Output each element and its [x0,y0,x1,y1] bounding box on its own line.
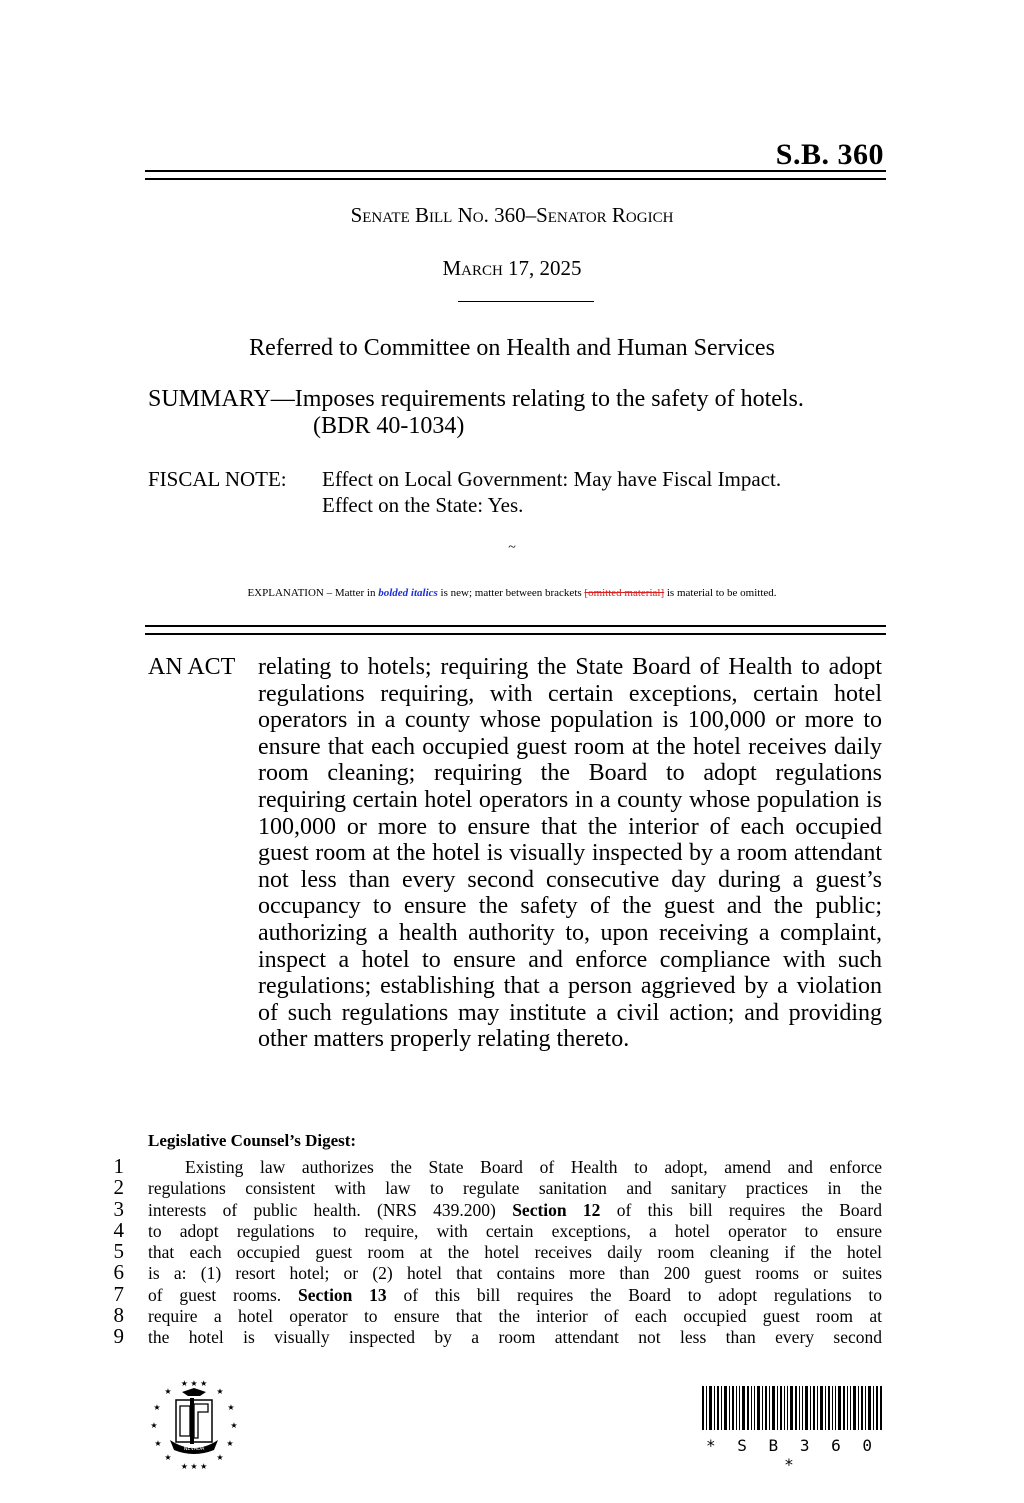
digest-line: Existing law authorizes the State Board of Health to adopt, amend and enforce [185,1157,882,1177]
svg-text:★ ★ ★: ★ ★ ★ [180,1462,208,1470]
line-number: 8 [113,1303,124,1328]
explanation-text: is new; matter between brackets [437,587,585,599]
date-rule [458,301,594,302]
svg-text:★: ★ [153,1403,161,1412]
explanation-omit-sample: [omitted material] [584,587,665,599]
act-title [148,654,882,1053]
line-numbers [106,1156,124,1348]
explanation-text: is material to be omitted. [664,587,777,599]
digest-text: of this bill requires the Board to adopt regulations to [386,1284,882,1305]
bill-title-prefix: Senate Bill No. 360 [350,203,526,227]
digest-line: require a hotel operator to ensure that the interior of each occupied guest room at [148,1306,882,1327]
header-rule [145,170,886,180]
explanation-rule [145,625,886,635]
digest-title: Legislative Counsel’s Digest: [148,1131,357,1150]
tilde-separator: ~ [508,540,516,555]
bill-title-separator: – [525,203,537,227]
digest-section-ref: Section 12 [512,1199,601,1220]
line-number: 5 [113,1239,124,1264]
digest-line: regulations consistent with law to regulate sanitation and sanitary practices in the [148,1178,882,1199]
fiscal-note-state: Effect on the State: Yes. [322,493,524,517]
svg-text:★: ★ [226,1439,234,1448]
barcode-icon [702,1386,882,1430]
line-number: 9 [113,1324,124,1349]
digest-text: interests of public health. (NRS 439.200) [148,1199,513,1220]
digest-line: is a: (1) resort hotel; or (2) hotel that contains more than 200 guest rooms or suites [148,1263,882,1284]
fiscal-note [148,466,781,518]
line-number: 6 [113,1260,124,1285]
digest-line [148,1285,882,1306]
digest-section-ref: Section 13 [297,1284,387,1305]
act-text: relating to hotels; requiring the State Board of Health to adopt regulations requiring, with certain exceptions, certain hotel operators in a county whose population is 100,000 or more to ensure that each occupied guest room at the hotel receives daily room cleaning; requiring the Board to adopt regulations requiring certain hotel operators in a county whose population is 100,000 or more to ensure that the interior of each occupied guest room at the hotel is visually inspected by a room attendant not less than every second consecutive day during a guest’s occupancy to ensure the safety of the guest and the public; authorizing a health authority to, upon receiving a complaint, inspect a hotel to ensure and enforce compliance with such regulations; establishing that a person aggrieved by a violation of such regulations may institute a civil action; and providing other matters properly relating thereto. [258,654,882,1053]
digest-line: to adopt regulations to require, with certain exceptions, a hotel operator to ensure [148,1220,882,1241]
fiscal-note-local: Effect on Local Government: May have Fiscal Impact. [322,467,782,491]
act-lead: AN ACT [148,654,236,680]
svg-text:★: ★ [227,1403,235,1412]
explanation [0,587,1024,599]
digest-line: the hotel is visually inspected by a room attendant not less than every second [148,1327,882,1348]
summary [148,386,804,440]
digest-line [148,1200,882,1221]
barcode-label: * S B 3 6 0 * [706,1436,878,1474]
bill-date: March 17, 2025 [442,256,582,280]
digest-text: of this bill requires the Board [600,1199,882,1220]
digest-text: of guest rooms. [148,1284,298,1305]
svg-text:★: ★ [150,1421,158,1430]
bill-title [0,203,1024,228]
line-number: 4 [113,1217,124,1242]
committee-referral: Referred to Committee on Health and Human Services [249,335,775,361]
summary-line: SUMMARY—Imposes requirements relating to the safety of hotels. [148,386,804,412]
svg-text:★: ★ [154,1439,162,1448]
digest-body [148,1157,882,1349]
bill-title-sponsor: Senator Rogich [536,203,674,227]
svg-text:★: ★ [164,1453,172,1462]
explanation-new-sample: bolded italics [378,587,438,599]
line-number: 7 [113,1281,124,1306]
svg-text:★: ★ [216,1387,224,1396]
svg-text:★: ★ [164,1387,172,1396]
svg-text:★: ★ [230,1421,238,1430]
explanation-text: EXPLANATION – Matter in [247,587,379,599]
fiscal-note-label: FISCAL NOTE: [148,467,287,491]
svg-text:★: ★ [216,1453,224,1462]
summary-bdr: (BDR 40-1034) [313,413,465,439]
digest-line: that each occupied guest room at the hotel receives daily room cleaning if the hotel [148,1242,882,1263]
seal-lettering: NEVADA [183,1446,205,1452]
svg-text:★ ★ ★: ★ ★ ★ [180,1379,208,1388]
line-number: 1 [113,1154,124,1178]
bill-number: S.B. 360 [775,138,884,171]
line-number: 2 [113,1175,124,1200]
line-number: 3 [113,1196,124,1221]
legislature-seal-icon [148,1378,240,1470]
